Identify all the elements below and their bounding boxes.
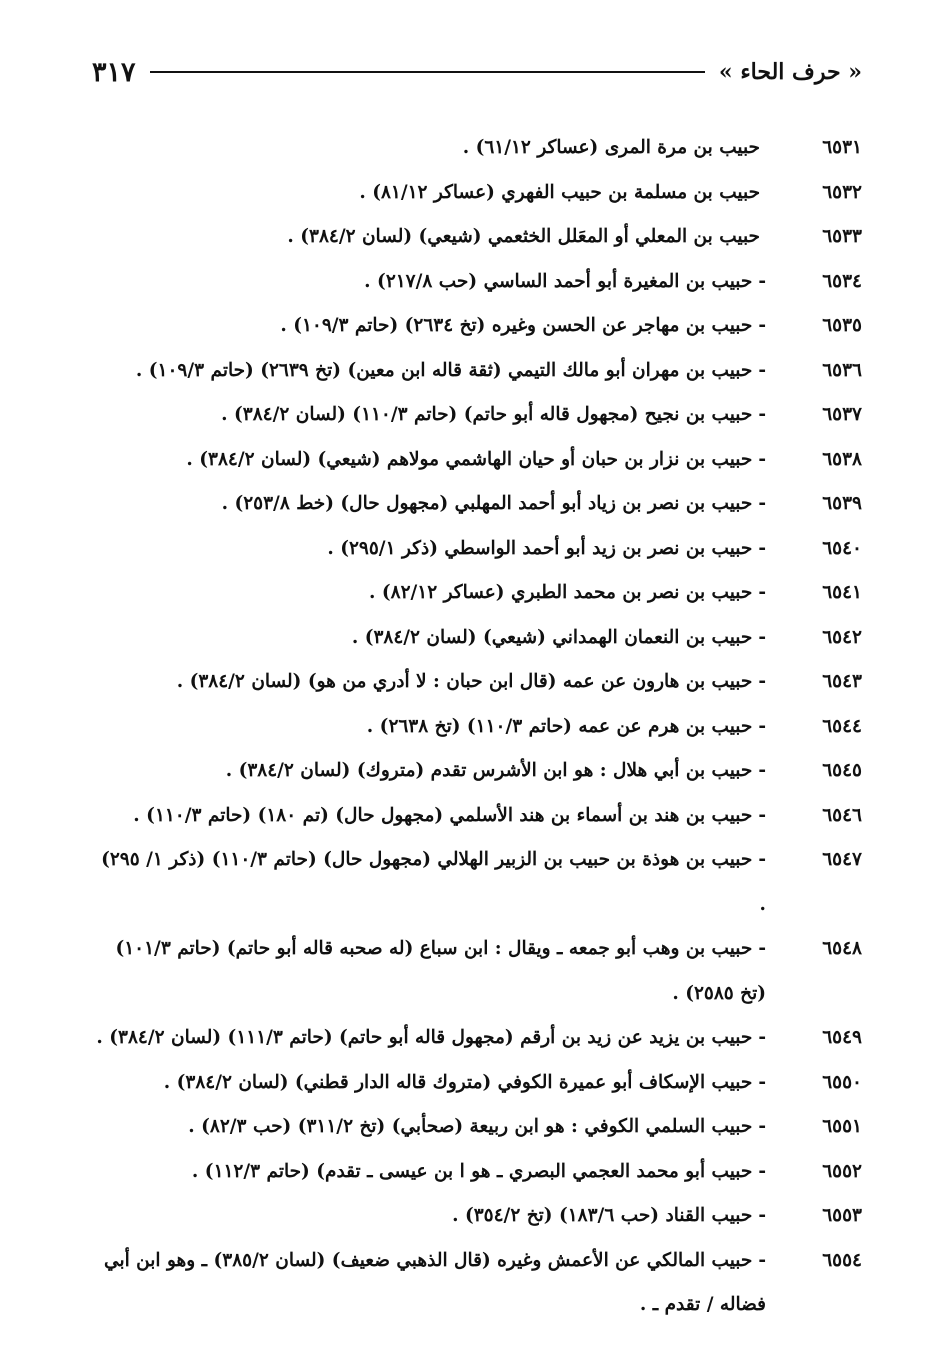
- entry-text: حبيب السلمي الكوفي : هو ابن ربيعة (صحأبي) (تخ ٣١١/٢) (حب ٨٢/٣) .: [188, 1116, 753, 1137]
- page-header: [92, 52, 862, 92]
- entry-number: ٦٥٣٩: [822, 493, 862, 514]
- entry-number: ٦٥٣٤: [822, 270, 862, 292]
- entry-dash: -: [758, 359, 766, 381]
- list-item: [90, 393, 862, 438]
- entry-dash: -: [758, 626, 766, 648]
- entry-number: ٦٥٣٧: [822, 404, 862, 425]
- list-item: [90, 482, 862, 527]
- list-item: [90, 794, 862, 839]
- entry-number: ٦٥٤٥: [822, 760, 862, 781]
- entry-text: حبيب بن أبي هلال : هو ابن الأشرس تقدم (متروك) (لسان ٣٨٤/٢) .: [225, 760, 753, 781]
- entry-text: حبيب بن نصر بن زيد أبو أحمد الواسطي (ذكر ٢٩٥/١) .: [327, 537, 753, 559]
- entry-number: ٦٥٤١: [822, 582, 862, 603]
- entry-dash: -: [758, 493, 766, 514]
- entry-text: حبيب بن مرة المرى (عساكر ٦١/١٢) .: [462, 137, 760, 158]
- list-item: [90, 527, 862, 572]
- list-item: [90, 260, 862, 305]
- list-item: [90, 927, 862, 1016]
- entry-text: حبيب بن مسلمة بن حبيب الفهري (عساكر ٨١/١٢) .: [359, 181, 760, 203]
- header-rule: [150, 71, 705, 73]
- entry-text: حبيب الإسكاف أبو عميرة الكوفي (متروك قاله الدار قطني) (لسان ٣٨٤/٢) .: [163, 1071, 753, 1093]
- entry-number: ٦٥٣٥: [822, 315, 862, 336]
- entry-number: ٦٥٤٤: [822, 715, 862, 737]
- entry-text: حبيب بن هرم عن عمه (حاتم ١١٠/٣) (تخ ٢٦٣٨) .: [366, 715, 753, 737]
- entry-text: حبيب بن هند بن أسماء بن هند الأسلمي (مجهول حال) (تم ١٨٠) (حاتم ١١٠/٣) .: [133, 804, 753, 826]
- list-item: [90, 171, 862, 216]
- list-item: [90, 215, 862, 260]
- entry-dash: -: [758, 537, 766, 559]
- entry-text: حبيب بن مهاجر عن الحسن وغيره (تخ ٢٦٣٤) (حاتم ١٠٩/٣) .: [280, 315, 753, 336]
- entry-dash: -: [758, 715, 766, 737]
- entry-number: ٦٥٤٨: [822, 938, 862, 959]
- entry-number: ٦٥٣١: [822, 137, 862, 158]
- list-item: [90, 1194, 862, 1239]
- list-item: [90, 1105, 862, 1150]
- entry-number: ٦٥٤٧: [822, 849, 862, 870]
- entry-text: حبيب بن المغيرة أبو أحمد الساسي (حب ٢١٧/٨) .: [364, 270, 753, 292]
- list-item: [90, 705, 862, 750]
- entry-dash: -: [758, 582, 766, 603]
- entry-text: حبيب المالكي عن الأعمش وغيره (قال الذهبي ضعيف) (لسان ٣٨٥/٢) ـ وهو ابن أبي فضاله / تقدم ـ .: [104, 1249, 766, 1315]
- entry-text: حبيب أبو محمد العجمي البصري ـ هو ا بن عيسى ـ تقدم) (حاتم ١١٢/٣) .: [191, 1160, 753, 1182]
- entry-text: حبيب بن نصر بن زياد أبو أحمد المهلبي (مجهول حال) (خط ٢٥٣/٨) .: [221, 493, 753, 514]
- entry-dash: -: [758, 315, 766, 336]
- list-item: [90, 126, 862, 171]
- entry-text: حبيب بن يزيد عن زيد بن أرقم (مجهول قاله أبو حاتم) (حاتم ١١١/٣) (لسان ٣٨٤/٢) .: [96, 1027, 753, 1048]
- list-item: [90, 1016, 862, 1061]
- entry-text: حبيب بن المعلي أو المعَلل الخثعمي (شيعي) (لسان ٣٨٤/٢) .: [287, 226, 760, 247]
- list-item: [90, 438, 862, 483]
- entry-dash: -: [758, 760, 766, 781]
- entry-text: حبيب بن نزار بن حبان أو حيان الهاشمي مولاهم (شيعي) (لسان ٣٨٤/٢) .: [186, 448, 753, 470]
- entry-dash: -: [758, 938, 766, 959]
- entry-list: [90, 126, 862, 1328]
- chapter-title: « حرف الحاء »: [718, 59, 862, 85]
- list-item: [90, 1150, 862, 1195]
- entry-number: ٦٥٣٦: [822, 359, 862, 381]
- entry-text: حبيب بن النعمان الهمداني (شيعي) (لسان ٣٨٤/٢) .: [351, 626, 753, 648]
- entry-dash: -: [758, 1027, 766, 1048]
- entry-dash: -: [758, 1205, 766, 1226]
- entry-dash: -: [758, 1160, 766, 1182]
- list-item: [90, 616, 862, 661]
- entry-number: ٦٥٥٠: [822, 1071, 862, 1093]
- list-item: [90, 660, 862, 705]
- entry-number: ٦٥٣٣: [822, 226, 862, 247]
- entry-dash: -: [758, 270, 766, 292]
- entry-dash: -: [758, 1071, 766, 1093]
- entry-number: ٦٥٤٦: [822, 804, 862, 826]
- entry-dash: -: [758, 849, 766, 870]
- entry-number: ٦٥٥١: [822, 1116, 862, 1137]
- entry-dash: -: [758, 671, 766, 692]
- entry-dash: -: [758, 1116, 766, 1137]
- entry-dash: -: [758, 1249, 766, 1271]
- entry-number: ٦٥٤٣: [822, 671, 862, 692]
- entry-text: حبيب بن نصر بن محمد الطبري (عساكر ٨٢/١٢) .: [369, 582, 753, 603]
- entry-number: ٦٥٤٩: [822, 1027, 862, 1048]
- list-item: [90, 1061, 862, 1106]
- list-item: [90, 571, 862, 616]
- list-item: [90, 304, 862, 349]
- entry-text: حبيب بن نجيح (مجهول قاله أبو حاتم) (حاتم ١١٠/٣) (لسان ٣٨٤/٢) .: [221, 404, 753, 425]
- entry-text: حبيب بن مهران أبو مالك التيمي (ثقة قاله ابن معين) (تخ ٢٦٣٩) (حاتم ١٠٩/٣) .: [135, 359, 753, 381]
- entry-text: حبيب بن هوذة بن حبيب بن الزبير الهلالي (مجهول حال) (حاتم ١١٠/٣) (ذكر ١/ ٢٩٥) .: [101, 849, 766, 915]
- list-item: [90, 838, 862, 927]
- entry-number: ٦٥٣٢: [822, 181, 862, 203]
- entry-number: ٦٥٤٢: [822, 626, 862, 648]
- entry-number: ٦٥٣٨: [822, 448, 862, 470]
- entry-text: حبيب القناد (حب ١٨٣/٦) (تخ ٣٥٤/٢) .: [452, 1205, 753, 1226]
- entry-number: ٦٥٥٢: [822, 1160, 862, 1182]
- entry-dash: -: [758, 448, 766, 470]
- entry-dash: -: [758, 404, 766, 425]
- entry-number: ٦٥٤٠: [822, 537, 862, 559]
- entry-text: حبيب بن هارون عن عمه (قال ابن حبان : لا أدري من هو) (لسان ٣٨٤/٢) .: [176, 671, 753, 692]
- entry-text: حبيب بن وهب أبو جمعه ـ ويقال : ابن سباع (له صحبه قاله أبو حاتم) (حاتم ١٠١/٣) (تخ ٢٥٨٥) .: [115, 938, 766, 1004]
- entry-dash: -: [758, 804, 766, 826]
- list-item: [90, 1239, 862, 1328]
- entry-number: ٦٥٥٤: [822, 1249, 862, 1271]
- list-item: [90, 749, 862, 794]
- list-item: [90, 349, 862, 394]
- entry-number: ٦٥٥٣: [822, 1205, 862, 1226]
- page-number: ٣١٧: [92, 56, 136, 88]
